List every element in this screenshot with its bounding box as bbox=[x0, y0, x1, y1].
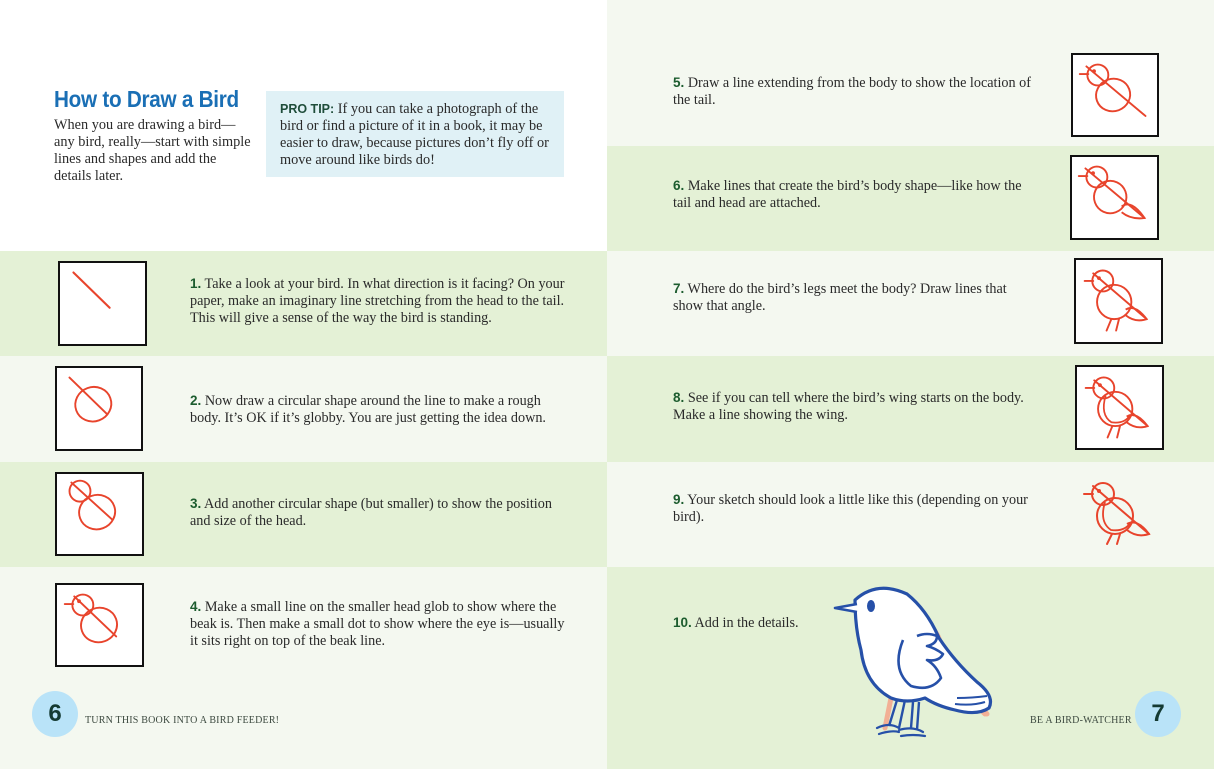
step-8-sketch bbox=[1075, 365, 1164, 450]
step-number: 6. bbox=[673, 178, 685, 193]
step-body: Make lines that create the bird’s body shape—like how the tail and head are attached. bbox=[673, 178, 1022, 211]
intro-text: When you are drawing a bird—any bird, really—start with simple lines and shapes and add the details later. bbox=[54, 117, 251, 184]
step-body: Take a look at your bird. In what direction is it facing? On your paper, make an imaginary line stretching from the head to the tail. This will give a sense of the way the bird is standing. bbox=[190, 276, 565, 326]
step-8-text bbox=[673, 389, 1043, 424]
sketch-body-icon bbox=[57, 368, 141, 449]
step-9-sketch bbox=[1079, 478, 1159, 548]
sketch-head-icon bbox=[57, 474, 142, 554]
step-body: Draw a line extending from the body to show the location of the tail. bbox=[673, 75, 1031, 108]
pro-tip-label: PRO TIP: bbox=[280, 102, 335, 116]
right-footer: BE A BIRD-WATCHER bbox=[1030, 715, 1132, 726]
pro-tip-text: If you can take a photograph of the bird or find a picture of it in a book, it may be easier to draw, because pictures don’t fly off or move around like birds do! bbox=[280, 101, 549, 168]
step-body: Add in the details. bbox=[691, 615, 799, 631]
sketch-line-icon bbox=[60, 263, 145, 344]
step-5-text bbox=[673, 74, 1033, 109]
step-4-sketch bbox=[55, 583, 144, 667]
bird-icon bbox=[827, 580, 997, 740]
step-body: See if you can tell where the bird’s wing starts on the body. Make a line showing the wing. bbox=[673, 390, 1024, 423]
sketch-tail-line-icon bbox=[1073, 55, 1157, 135]
step-number: 3. bbox=[190, 496, 202, 511]
step-body: Now draw a circular shape around the line to make a rough body. It’s OK if it’s globby. You are just getting the idea down. bbox=[190, 393, 546, 426]
step-7-text bbox=[673, 280, 1033, 315]
step-2-sketch bbox=[55, 366, 143, 451]
step-number: 2. bbox=[190, 393, 202, 408]
left-footer: TURN THIS BOOK INTO A BIRD FEEDER! bbox=[85, 715, 280, 726]
sketch-beak-eye-icon bbox=[57, 585, 142, 665]
step-9-text bbox=[673, 491, 1033, 526]
step-6-text bbox=[673, 177, 1033, 212]
step-body: Your sketch should look a little like this (depending on your bird). bbox=[673, 492, 1028, 525]
step-number: 7. bbox=[673, 281, 685, 296]
sketch-legs-icon bbox=[1076, 260, 1161, 342]
step-number: 1. bbox=[190, 276, 202, 291]
page-number-6: 6 bbox=[32, 691, 78, 737]
step-7-sketch bbox=[1074, 258, 1163, 344]
step-body: Make a small line on the smaller head glob to show where the beak is. Then make a small dot to show where the eye is—usually it sits right on top of the beak line. bbox=[190, 599, 565, 649]
step-body: Add another circular shape (but smaller) to show the position and size of the head. bbox=[190, 496, 552, 529]
step-2-text bbox=[190, 392, 570, 427]
step-body: Where do the bird’s legs meet the body? Draw lines that show that angle. bbox=[673, 281, 1007, 314]
right-page bbox=[607, 0, 1214, 769]
step-4-text bbox=[190, 598, 570, 650]
sketch-wing-icon bbox=[1077, 367, 1162, 448]
page-number-7: 7 bbox=[1135, 691, 1181, 737]
sketch-complete-bird-icon bbox=[1079, 478, 1159, 548]
step-number: 10. bbox=[673, 615, 692, 630]
step-number: 5. bbox=[673, 75, 685, 90]
pro-tip-box bbox=[266, 91, 564, 177]
final-bird-illustration bbox=[827, 580, 997, 740]
step-3-text bbox=[190, 495, 570, 530]
step-number: 8. bbox=[673, 390, 685, 405]
step-1-text bbox=[190, 275, 570, 327]
step-3-sketch bbox=[55, 472, 144, 556]
page-title: How to Draw a Bird bbox=[54, 86, 239, 112]
step-5-sketch bbox=[1071, 53, 1159, 137]
step-1-sketch bbox=[58, 261, 147, 346]
sketch-body-shape-icon bbox=[1072, 157, 1157, 238]
step-number: 4. bbox=[190, 599, 202, 614]
step-6-sketch bbox=[1070, 155, 1159, 240]
step-number: 9. bbox=[673, 492, 685, 507]
